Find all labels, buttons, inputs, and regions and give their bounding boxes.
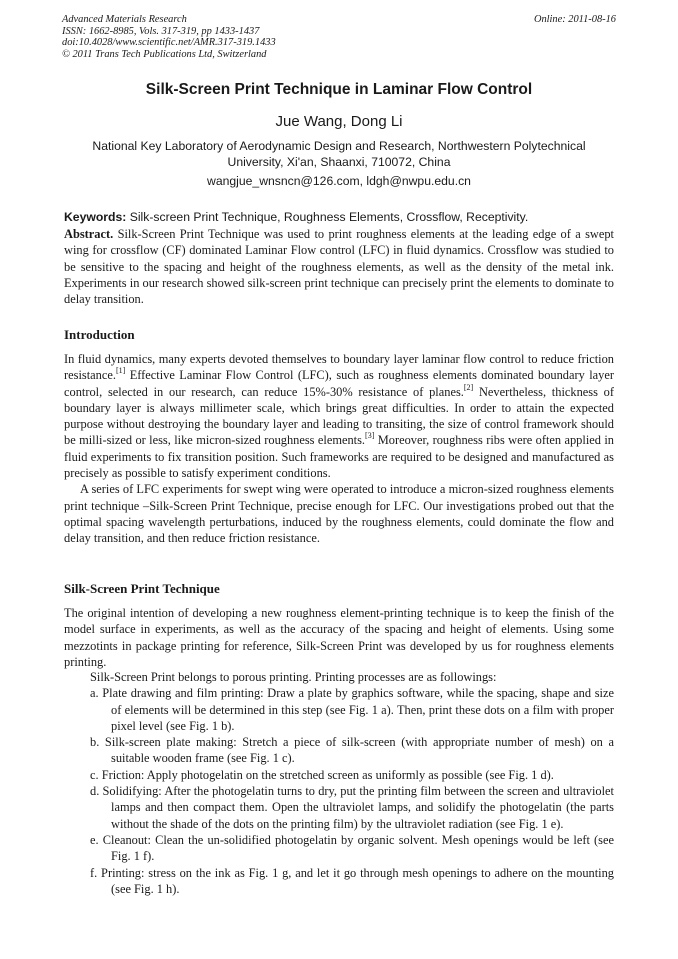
process-steps: [64, 669, 614, 897]
step-item: a. Plate drawing and film printing: Draw a plate by graphics software, while the spacing, shape and size of elements will be determined in this step (see Fig. 1 a). Then, print these dots on a film with proper pixel level (see Fig. 1 b).: [90, 686, 614, 733]
author-emails: wangjue_wnsncn@126.com, ldgh@nwpu.edu.cn: [207, 174, 471, 188]
keywords: [64, 210, 624, 224]
journal-name: Advanced Materials Research: [62, 14, 187, 25]
citation-3: [3]: [365, 431, 375, 441]
step-item: f. Printing: stress on the ink as Fig. 1 g, and let it go through mesh openings to adhere on the mounting (see Fig. 1 h).: [90, 865, 614, 896]
abstract-label: Abstract.: [64, 227, 114, 241]
paper-title: Silk-Screen Print Technique in Laminar Flow Control: [145, 81, 533, 98]
keywords-label: Keywords:: [64, 210, 127, 224]
citation-2: [2]: [463, 382, 474, 392]
intro-text-a: In fluid dynamics, many experts devoted themselves to boundary layer laminar flow control to reduce friction resistance.: [64, 352, 614, 383]
intro-text-d: Moreover, roughness ribs were often applied in fluid experiments to fix transition position. Such frameworks are required to be designed and manufactured as precisely as possible to satisfy experiment conditions.: [64, 433, 614, 481]
step-item: e. Cleanout: Clean the un-solidified photogelatin by organic solvent. Mesh openings would be left (see Fig. 1 f).: [90, 832, 614, 864]
abstract: [64, 226, 614, 307]
silk-paragraph-1: The original intention of developing a new roughness element-printing technique is to keep the finish of the model surface in experiments, as well as the accuracy of the spacing and height of elements. Using some mezzotints in package printing for reference, Silk-Screen Print was developed by us for roughness elements printing.: [64, 606, 614, 669]
step-item: c. Friction: Apply photogelatin on the stretched screen as uniformly as possible (see Fig. 1 d).: [90, 767, 554, 782]
step-item: b. Silk-screen plate making: Stretch a piece of silk-screen (with appropriate number of mesh) on a suitable wooden frame (see Fig. 1 c).: [90, 735, 614, 766]
online-date: Online: 2011-08-16: [533, 14, 616, 25]
step-item: d. Solidifying: After the photogelatin turns to dry, put the printing film between the screen and ultraviolet lamps and then compact them. Open the ultraviolet lamps, and solidify the photogelatin (the parts without the shade of the dots on the printing film) by the ultraviolet radiation (see Fig. 1 e).: [90, 784, 614, 831]
silk-section-body: [64, 605, 614, 670]
intro-text-c: Nevertheless, thickness of boundary layer is always millimeter scale, which brings great difficulties. In order to attain the expected purpose without destroying the boundary layer and leading to transiting, the size of control framework should be milli-sized or less, like micron-sized roughness elements.: [64, 384, 614, 448]
citation-1: [1]: [115, 366, 126, 376]
abstract-text: Silk-Screen Print Technique was used to print roughness elements at the leading edge of a swept wing for crossflow (CF) dominated Laminar Flow control (LFC) in fluid dynamics. Crossflow was studied to be sensitive to the spacing and height of the roughness elements, as well as the density of the metal ink. Experiments in our research showed silk-screen print technique can precisely print the elements to dominate to delay transition.: [64, 227, 614, 307]
introduction-body: [64, 351, 614, 547]
doi-line: doi:10.4028/www.scientific.net/AMR.317-319.1433: [62, 37, 276, 49]
steps-intro: Silk-Screen Print belongs to porous printing. Printing processes are as followings:: [90, 670, 497, 684]
intro-paragraph-1: [64, 351, 614, 481]
affiliation: National Key Laboratory of Aerodynamic Design and Research, Northwestern Polytechnical University, Xi'an, Shaanxi, 710072, China: [92, 139, 586, 169]
intro-text-b: Effective Laminar Flow Control (LFC), such as roughness elements dominated boundary layer control, selected in our research, can reduce 15%-30% resistance of planes.: [64, 368, 614, 399]
introduction-heading: Introduction: [64, 327, 135, 342]
intro-paragraph-2: A series of LFC experiments for swept wing were operated to introduce a micron-sized roughness elements print technique –Silk-Screen Print Technique, precise enough for LFC. Our investigations probed out that the optimal spacing wavelength perturbations, induced by the roughness elements, could dominate the flow and delay transition, and then reduce friction resistance.: [64, 482, 614, 546]
journal-header: [62, 14, 616, 60]
issn-line: ISSN: 1662-8985, Vols. 317-319, pp 1433-1437: [62, 25, 260, 37]
authors: Jue Wang, Dong Li: [275, 113, 403, 130]
keywords-text: Silk-screen Print Technique, Roughness Elements, Crossflow, Receptivity.: [129, 210, 529, 224]
silk-section-heading: Silk-Screen Print Technique: [64, 581, 220, 596]
copyright-line: © 2011 Trans Tech Publications Ltd, Switzerland: [62, 48, 267, 60]
